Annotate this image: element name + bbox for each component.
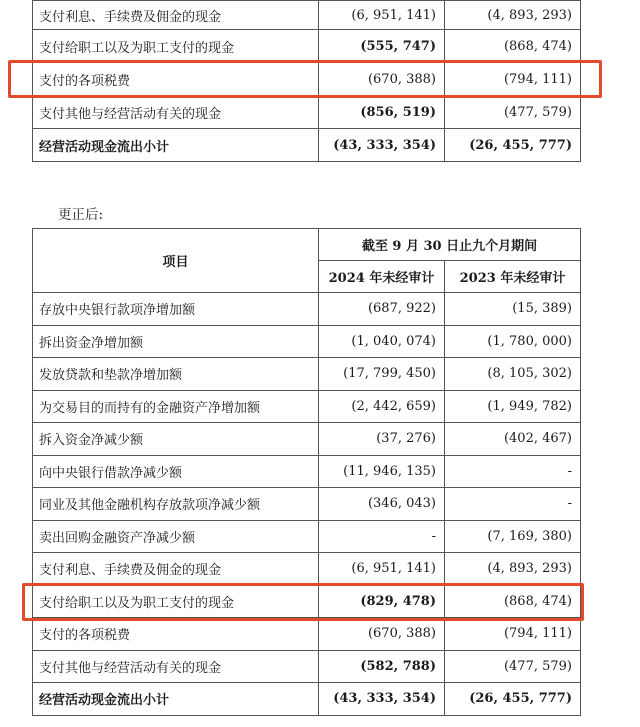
row-value-2023: (26, 455, 777) — [445, 129, 581, 162]
row-label: 存放中央银行款项净增加额 — [33, 293, 319, 326]
row-value-2024: (1, 040, 074) — [319, 325, 445, 358]
row-value-2024: (37, 276) — [319, 423, 445, 456]
table-row — [33, 1, 581, 30]
row-value-2024: (687, 922) — [319, 293, 445, 326]
row-value-2024: (11, 946, 135) — [319, 455, 445, 488]
table-row — [33, 553, 581, 586]
row-value-2023: (15, 389) — [445, 293, 581, 326]
row-label: 支付其他与经营活动有关的现金 — [33, 650, 319, 683]
row-label: 发放贷款和垫款净增加额 — [33, 358, 319, 391]
header-item: 项目 — [33, 229, 319, 293]
row-value-2024: (555, 747) — [319, 30, 445, 63]
table-row — [33, 96, 581, 129]
row-value-2023: (794, 111) — [445, 618, 581, 651]
table-row — [33, 358, 581, 391]
row-label: 为交易目的而持有的金融资产净增加额 — [33, 390, 319, 423]
table-row — [33, 390, 581, 423]
row-label: 支付的各项税费 — [33, 63, 319, 96]
row-label: 卖出回购金融资产净减少额 — [33, 520, 319, 553]
row-label: 支付的各项税费 — [33, 618, 319, 651]
header-col-2024: 2024 年未经审计 — [319, 261, 445, 293]
row-value-2023: (1, 780, 000) — [445, 325, 581, 358]
row-label: 支付给职工以及为职工支付的现金 — [33, 585, 319, 618]
row-value-2023: (868, 474) — [445, 585, 581, 618]
header-period: 截至 9 月 30 日止九个月期间 — [319, 229, 581, 261]
corrected-cashflow-table — [32, 228, 581, 716]
row-label: 经营活动现金流出小计 — [33, 129, 319, 162]
row-label: 向中央银行借款净减少额 — [33, 455, 319, 488]
row-value-2024: (670, 388) — [319, 618, 445, 651]
row-value-2024: (582, 788) — [319, 650, 445, 683]
row-value-2023: - — [445, 455, 581, 488]
table-row — [33, 30, 581, 63]
row-label: 拆出资金净增加额 — [33, 325, 319, 358]
row-value-2024: (6, 951, 141) — [319, 1, 445, 30]
row-value-2023: (1, 949, 782) — [445, 390, 581, 423]
row-value-2023: (402, 467) — [445, 423, 581, 456]
row-label: 支付给职工以及为职工支付的现金 — [33, 30, 319, 63]
row-value-2024: - — [319, 520, 445, 553]
table-row — [33, 423, 581, 456]
row-value-2024: (829, 478) — [319, 585, 445, 618]
row-value-2024: (6, 951, 141) — [319, 553, 445, 586]
table-row — [33, 455, 581, 488]
section-label-corrected: 更正后: — [58, 207, 104, 223]
row-value-2023: (477, 579) — [445, 650, 581, 683]
table-row — [33, 293, 581, 326]
table-row — [33, 325, 581, 358]
row-label: 拆入资金净减少额 — [33, 423, 319, 456]
table-row — [33, 129, 581, 162]
row-value-2024: (2, 442, 659) — [319, 390, 445, 423]
row-value-2024: (856, 519) — [319, 96, 445, 129]
row-value-2023: (4, 893, 293) — [445, 553, 581, 586]
row-value-2023: (7, 169, 380) — [445, 520, 581, 553]
row-value-2024: (670, 388) — [319, 63, 445, 96]
row-value-2024: (43, 333, 354) — [319, 129, 445, 162]
table-row — [33, 650, 581, 683]
row-value-2023: (4, 893, 293) — [445, 1, 581, 30]
table-row — [33, 683, 581, 716]
row-value-2024: (43, 333, 354) — [319, 683, 445, 716]
table-row — [33, 520, 581, 553]
row-value-2023: (794, 111) — [445, 63, 581, 96]
row-value-2023: (26, 455, 777) — [445, 683, 581, 716]
row-label: 支付利息、手续费及佣金的现金 — [33, 553, 319, 586]
row-value-2023: (477, 579) — [445, 96, 581, 129]
highlight-box-original — [8, 60, 602, 98]
row-value-2023: (8, 105, 302) — [445, 358, 581, 391]
highlight-box-corrected — [22, 583, 584, 621]
row-label: 经营活动现金流出小计 — [33, 683, 319, 716]
table-row — [33, 618, 581, 651]
row-value-2024: (17, 799, 450) — [319, 358, 445, 391]
header-col-2023: 2023 年未经审计 — [445, 261, 581, 293]
row-label: 支付利息、手续费及佣金的现金 — [33, 1, 319, 30]
table-row — [33, 488, 581, 521]
row-label: 同业及其他金融机构存放款项净减少额 — [33, 488, 319, 521]
row-value-2024: (346, 043) — [319, 488, 445, 521]
row-label: 支付其他与经营活动有关的现金 — [33, 96, 319, 129]
row-value-2023: - — [445, 488, 581, 521]
row-value-2023: (868, 474) — [445, 30, 581, 63]
